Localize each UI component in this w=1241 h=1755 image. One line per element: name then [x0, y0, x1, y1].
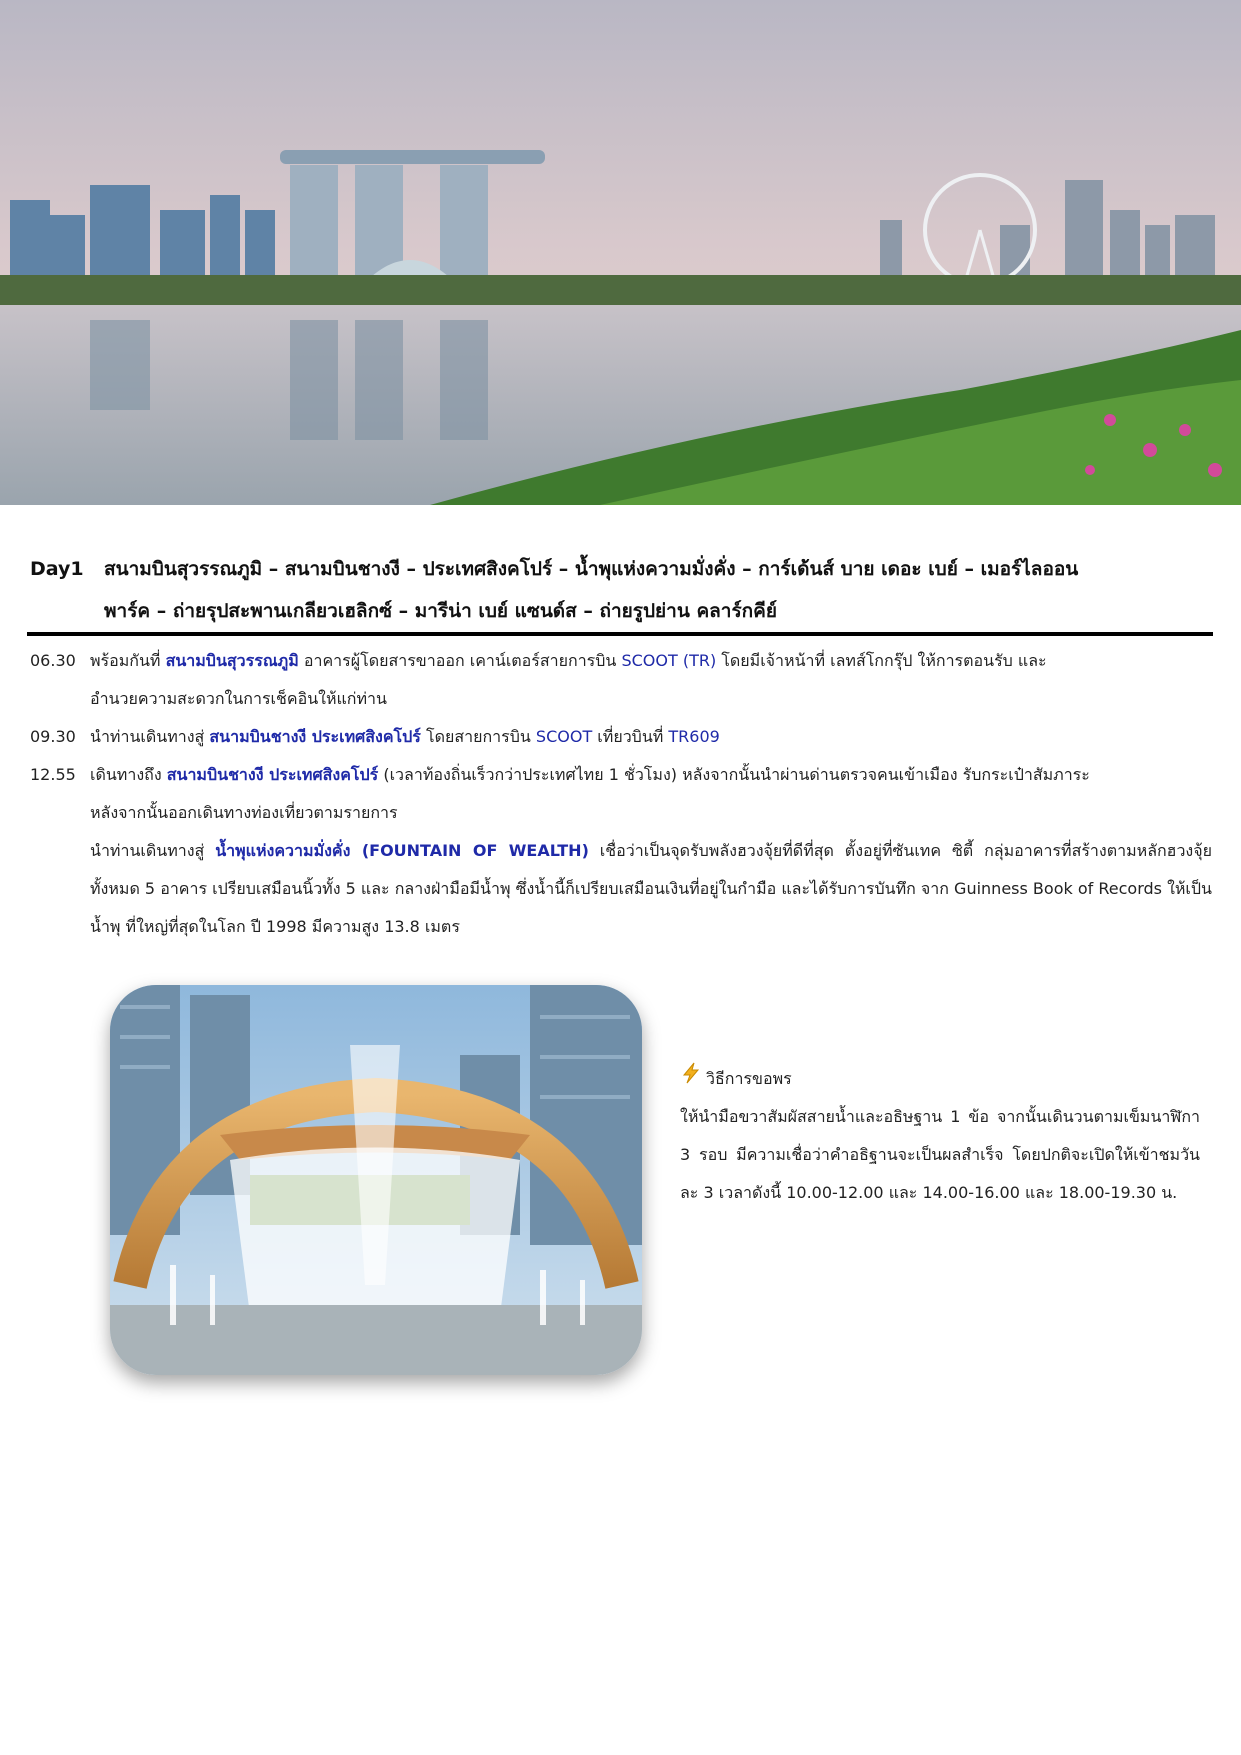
day-title-line-1: สนามบินสุวรรณภูมิ – สนามบินชางงี – ประเทศสิงคโปร์ – น้ำพุแห่งความมั่งคั่ง – การ์เด้นส์ บาย เดอะ เบย์ – เมอร์ไลออน [104, 558, 1079, 580]
item-continuation: หลังจากนั้นออกเดินทางท่องเที่ยวตามรายการ [90, 803, 398, 822]
item-highlight: SCOOT [535, 727, 593, 746]
itinerary-item [30, 642, 1212, 680]
item-highlight: สนามบินสุวรรณภูมิ [165, 651, 299, 670]
day-label: Day1 [30, 558, 84, 580]
lightning-bolt-icon [680, 1060, 702, 1098]
item-text-part: (เวลาท้องถิ่นเร็วกว่าประเทศไทย 1 ชั่วโมง) หลังจากนั้นนำผ่านด่านตรวจคนเข้าเมือง รับกระเป๋าสัมภาระ [378, 765, 1090, 784]
wish-title: วิธีการขอพร [706, 1069, 792, 1088]
wish-body: ให้นำมือขวาสัมผัสสายน้ำและอธิษฐาน 1 ข้อ จากนั้นเดินวนตามเข็มนาฬิกา 3 รอบ มีความเชื่อว่าคำอธิฐานจะเป็นผลสำเร็จ โดยปกติจะเปิดให้เข้าชมวันละ 3 เวลาดังนี้ 10.00-12.00 และ 14.00-16.00 และ 18.00-19.30 น. [680, 1107, 1200, 1202]
item-text [90, 642, 1212, 680]
item-highlight: TR609 [668, 727, 720, 746]
day-label-spacer [30, 590, 104, 632]
item-time: 12.55 [30, 765, 76, 784]
day-header-row-1 [30, 548, 1212, 590]
day-header [30, 548, 1212, 632]
item-highlight: สนามบินชางงี ประเทศสิงคโปร์ [166, 765, 379, 784]
hero-banner-image [0, 0, 1241, 505]
item-text-part: โดยสายการบิน [420, 727, 536, 746]
item-text-part: นำท่านเดินทางสู่ [90, 727, 210, 746]
fountain-paragraph [30, 832, 1212, 946]
fountain-text-part: นำท่านเดินทางสู่ [90, 841, 216, 860]
itinerary-item [30, 718, 1212, 756]
item-text [90, 718, 1212, 756]
item-text [90, 756, 1212, 794]
item-text-part: เดินทางถึง [90, 765, 167, 784]
item-highlight: สนามบินชางงี ประเทศสิงคโปร์ [209, 727, 421, 746]
day-divider-rule [27, 632, 1213, 636]
item-highlight: SCOOT (TR) [621, 651, 717, 670]
fountain-highlight: น้ำพุแห่งความมั่งคั่ง (FOUNTAIN OF WEALTH) [215, 841, 589, 860]
item-text-part: เที่ยวบินที่ [592, 727, 669, 746]
wish-title-row [680, 1060, 1200, 1098]
item-continuation: อำนวยความสะดวกในการเช็คอินให้แก่ท่าน [90, 689, 387, 708]
itinerary [30, 642, 1212, 946]
item-time: 06.30 [30, 651, 76, 670]
day-title-line-2: พาร์ค – ถ่ายรุปสะพานเกลียวเฮลิกซ์ – มารีน่า เบย์ แซนด์ส – ถ่ายรูปย่าน คลาร์กคีย์ [104, 600, 778, 622]
itinerary-item [30, 756, 1212, 794]
day-header-row-2 [30, 590, 1212, 632]
item-text-part: โดยมีเจ้าหน้าที่ เลทส์โกกรุ๊ป ให้การตอนรับ และ [716, 651, 1047, 670]
item-text-part: พร้อมกันที่ [90, 651, 166, 670]
item-time: 09.30 [30, 727, 76, 746]
fountain-of-wealth-photo [110, 985, 642, 1375]
wish-instructions [680, 1060, 1200, 1212]
item-text-part: อาคารผู้โดยสารขาออก เคาน์เตอร์สายการบิน [298, 651, 622, 670]
fountain-text-part: เชื่อว่าเป็นจุดรับพลังฮวงจุ้ยที่ดีที่สุด ตั้งอยู่ที่ซันเทค ซิตี้ กลุ่มอาคารที่สร้างตามหลักฮวงจุ้ย ทั้งหมด 5 อาคาร เปรียบเสมือนนิ้วทั้ง 5 และ กลางฝ่ามือมีน้ำพุ ซึ่งน้ำนี้ก็เปรียบเสมือนเงินที่อยู่ในกำมือ และได้รับการบันทึก จาก Guinness Book of Records ให้เป็น น้ำพุ ที่ใหญ่ที่สุดในโลก ปี 1998 มีความสูง 13.8 เมตร [90, 841, 1212, 936]
